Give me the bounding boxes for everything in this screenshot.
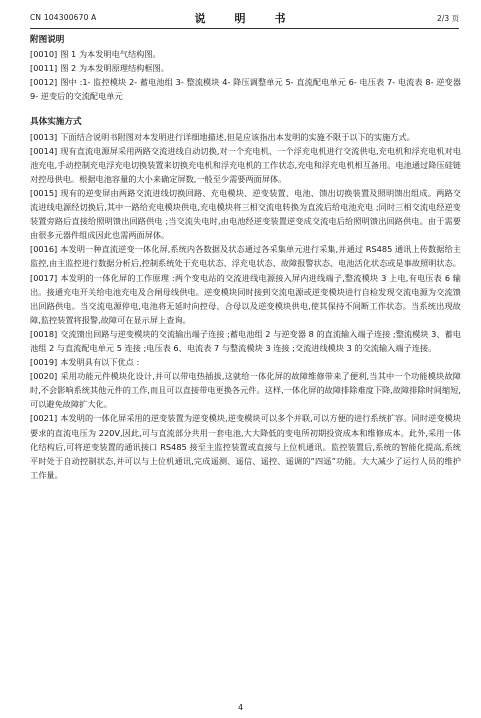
- paragraph-text: 现有直流电源屏采用两路交流进线自动切换,对一个充电机、一个浮充电机进行交流供电,充电机和浮充电机对电池充电,手动控制充电浮充电切换装置来切换充电机和浮充电机的工作状态,充电和浮充电机相互备用。电池通过降压硅链对控母供电。根据电池容量的大小来确定屏数,一般至少需要两面屏体。: [30, 145, 461, 184]
- paragraph-0015: [30, 186, 461, 242]
- paragraph-0021: [30, 411, 461, 481]
- paragraph-number: [0018]: [30, 328, 58, 339]
- paragraph-text: 图 1 为本发明电气结构图。: [60, 49, 161, 60]
- paragraph-text: 本发明的一体化屏采用的逆变装置为逆变模块,逆变模块可以多个并联,可以方便的进行系统扩容。同时逆变模块要求的直流电压为 220V,因此,可与直流部分共用一套电池,大大降低的变电所初期投资成本和维修成本。此外,采用一体化结构后,可将逆变装置的通讯接口 RS485 接至主监控装置或直接与上位机通讯。监控装置后,系统的智能化提高,系统平时处于自动控制状态,并可以与上位机通讯,完成遥测、遥信、遥控、遥调的“四遥”功能。大大减少了运行人员的维护工作量。: [30, 413, 461, 480]
- paragraph-number: [0021]: [30, 413, 58, 424]
- page-header: [30, 10, 459, 26]
- paragraph-text: 现有的逆变屏由两路交流进线切换回路、充电模块、逆变装置、电池、馈出切换装置及照明馈出组成。两路交流进线电源经切换后,其中一路给充电模块供电,充电模块将三相交流电转换为直流后给电池充电 ;同时三相交流电经逆变装置旁路后直接给照明馈出回路供电 ;当交流失电时,由电池经逆变装置逆变成交流电后给照明馈出回路供电。由于需要由很多元器件组成因此也需两面屏体。: [30, 187, 461, 241]
- publication-number: CN 104300670 A: [30, 13, 97, 22]
- paragraph-number: [0017]: [30, 272, 58, 283]
- section-gap: [30, 103, 461, 115]
- document-body: [30, 33, 461, 482]
- section-heading-drawings: 附图说明: [30, 35, 65, 45]
- paragraph-number: [0020]: [30, 371, 58, 382]
- paragraph-number: [0013]: [30, 131, 58, 142]
- paragraph-0019: [30, 355, 461, 369]
- paragraph-0018: [30, 327, 461, 355]
- paragraph-number: [0010]: [30, 49, 58, 60]
- paragraph-0012: [30, 75, 461, 103]
- paragraph-number: [0019]: [30, 357, 58, 368]
- paragraph-0013: [30, 130, 461, 144]
- paragraph-text: 采用功能元件模块化设计,并可以带电热插拔,这就给一体化屏的故障维修带来了便利,当其中一个功能模块故障时,不会影响系统其他元件的工作,而且可以直接带电更换各元件。这样,一体化屏的故障排除难度下降,故障排除时间缩短,可以避免故障扩大化。: [30, 371, 461, 410]
- paragraph-text: 本发明的一体化屏的工作原理 :两个变电站的交流进线电源接入屏内进线端子,整流模块 3 上电,有电压表 6 输出。接通充电开关给电池充电及合闸母线供电。逆变模块同时接到交流电源或逆变模块进行自检发现交流电源为交流馈出回路供电。当交流电源停电,电池将无延时向控母、合母以及逆变模块供电,使其保持不间断工作状态。当系统出现故障,监控装置将报警,故障可在显示屏上查询。: [30, 272, 461, 325]
- paragraph-0016: [30, 242, 461, 270]
- paragraph-number: [0014]: [30, 145, 58, 156]
- section-heading-embodiments: 具体实施方式: [30, 117, 82, 128]
- paragraph-0017: [30, 271, 461, 327]
- page-count: 2/3 页: [437, 14, 459, 23]
- paragraph-number: [0016]: [30, 244, 58, 255]
- paragraph-text: 交流馈出回路与逆变模块的交流输出端子连接 ;蓄电池组 2 与逆变器 8 的直流输入端子连接 ;整流模块 3、蓄电池组 2 与直流配电单元 5 连接 ;电压表 6、电流表 7 与整流模块 3 连接 ;交流进线模块 3 的交流输入端子连接。: [30, 328, 461, 353]
- paragraph-text: 图中 :1- 监控模块 2- 蓄电池组 3- 整流模块 4- 降压调整单元 5- 直流配电单元 6- 电压表 7- 电流表 8- 逆变器 9- 逆变后的交流配电单元: [30, 77, 461, 102]
- page-number: 4: [237, 703, 244, 712]
- paragraph-0014: [30, 144, 461, 186]
- paragraph-text: 下面结合说明书附图对本发明进行详细地描述,但是应该指出本发明的实施不限于以下的实施方式。: [60, 131, 415, 142]
- paragraph-0011: [30, 61, 461, 75]
- paragraph-text: 本发明一种直流逆变一体化屏,系统内各数据及状态通过各采集单元进行采集,并通过 RS485 通讯上传数据给主监控,由主监控进行数据分析后,控制系统处于充电状态、浮充电状态、故障报警状态、电池活化状态或是事故照明状态。: [30, 244, 461, 269]
- paragraph-number: [0012]: [30, 77, 58, 88]
- paragraph-number: [0015]: [30, 187, 58, 198]
- paragraph-number: [0011]: [30, 63, 58, 74]
- document-title: 说 明 书: [194, 12, 295, 25]
- paragraph-text: 图 2 为本发明原理结构框图。: [60, 63, 169, 74]
- paragraph-text: 本发明具有以下优点 :: [60, 357, 140, 368]
- paragraph-0020: [30, 369, 461, 411]
- paragraph-0010: [30, 47, 461, 61]
- header-divider: [30, 28, 459, 29]
